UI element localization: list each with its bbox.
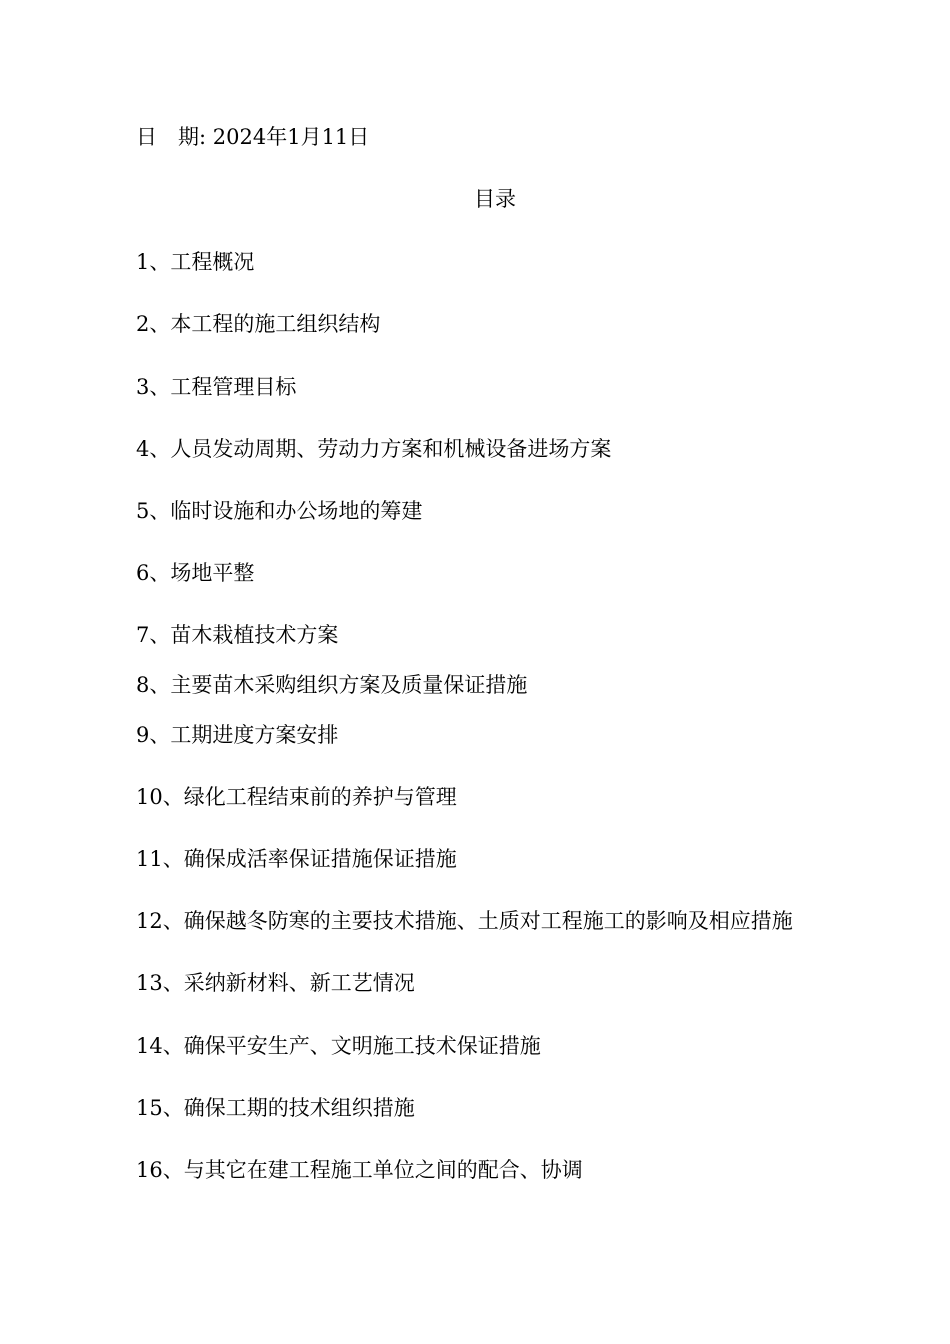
toc-item-11: 11、确保成活率保证措施保证措施 [136, 847, 457, 871]
toc-item-5: 5、临时设施和办公场地的筹建 [136, 499, 423, 523]
toc-item-10: 10、绿化工程结束前的养护与管理 [136, 785, 457, 809]
toc-item-3: 3、工程管理目标 [136, 375, 297, 399]
toc-item-16: 16、与其它在建工程施工单位之间的配合、协调 [136, 1158, 583, 1182]
toc-item-9: 9、工期进度方案安排 [136, 723, 339, 747]
toc-item-4: 4、人员发动周期、劳动力方案和机械设备进场方案 [136, 437, 612, 461]
toc-item-14: 14、确保平安生产、文明施工技术保证措施 [136, 1034, 541, 1058]
date-value: 2024年1月11日 [212, 125, 370, 149]
toc-item-1: 1、工程概况 [136, 250, 255, 274]
date-label: 日 期: [136, 125, 207, 149]
toc-item-12: 12、确保越冬防寒的主要技术措施、土质对工程施工的影响及相应措施 [136, 909, 793, 933]
toc-title: 目录 [474, 187, 516, 211]
toc-item-15: 15、确保工期的技术组织措施 [136, 1096, 415, 1120]
toc-item-13: 13、采纳新材料、新工艺情况 [136, 971, 415, 995]
toc-item-2: 2、本工程的施工组织结构 [136, 312, 381, 336]
toc-item-8: 8、主要苗木采购组织方案及质量保证措施 [136, 673, 528, 697]
toc-item-7: 7、苗木栽植技术方案 [136, 623, 339, 647]
toc-item-6: 6、场地平整 [136, 561, 255, 585]
date-line [136, 124, 369, 150]
